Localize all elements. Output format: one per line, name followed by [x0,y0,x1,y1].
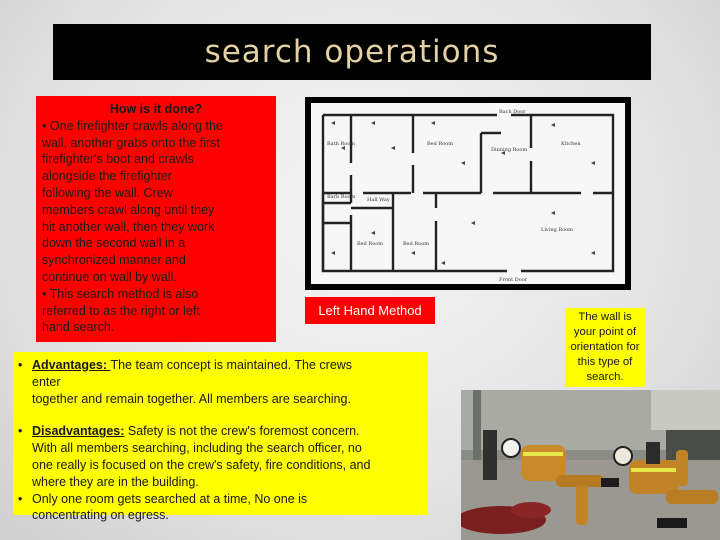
one-room-line: concentrating on egress. [32,508,169,523]
how-line: members crawl along until they [42,202,215,217]
plan-label: Bath Room [327,141,356,147]
plan-label: Bed Room [403,241,429,247]
how-line: referred to as the right or left [42,303,200,318]
how-line: • This search method is also [42,286,199,301]
how-heading: How is it done? [109,102,203,116]
plan-label: Front Door [499,277,528,283]
disadvantages-item [18,423,420,440]
how-line: synchronized manner and [42,253,186,268]
one-room-text: Only one room gets searched at a time, No one is [32,491,308,506]
how-line: • One firefighter crawls along the [42,118,223,133]
advantages-item [18,357,420,374]
disadvantages-line: With all members searching, including the search officer, no [32,441,362,456]
plan-label: Dinning Room [491,147,528,153]
disadvantages-text: Safety is not the crew's foremost concern. [124,424,360,439]
bullet: • [18,491,23,506]
method-caption [305,297,435,324]
how-line: following the wall. Crew [42,185,173,200]
how-line: hit another wall, then they work [42,219,215,234]
how-line: wall, another grabs onto the first [42,135,220,150]
floor-plan-image [305,97,631,290]
disadvantages-line: where they are in the building. [32,474,199,489]
plan-label: Hall Way [367,197,390,203]
bullet: • [18,424,23,439]
advantages-line: together and remain together. All members are searching. [32,391,351,406]
how-line: hand search. [42,320,115,335]
pros-cons-panel [13,352,428,523]
slide-title-bar [53,24,651,80]
advantages-line: enter [32,374,61,389]
note-line: your point of [573,326,637,338]
how-is-it-done-panel [36,96,276,342]
how-line: alongside the firefighter [42,169,172,184]
note-line: orientation for [570,341,640,353]
one-room-item [18,491,420,508]
note-line: The wall is [578,311,632,323]
plan-label: Barb Room [327,194,356,200]
plan-label: Bed Room [357,241,383,247]
disadvantages-label: Disadvantages: [32,424,125,439]
how-line: firefighter's boot and crawls [42,152,194,167]
plan-label: Kitchen [561,141,581,147]
plan-label: Back Door [499,109,526,115]
slide-title: search operations [204,34,500,70]
plan-label: Bed Room [427,141,453,147]
bullet: • [18,358,23,372]
orientation-note [565,308,645,387]
disadvantages-line: one really is focused on the crew's safety, fire conditions, and [32,457,371,472]
plan-label: Living Room [541,227,573,233]
floor-plan-diagram [311,103,625,284]
how-line: continue on wall by wall. [42,269,177,284]
firefighters-photo-illustration [461,390,720,540]
firefighters-training-photo [461,390,720,540]
method-caption-text: Left Hand Method [318,303,422,318]
advantages-text: The team concept is maintained. The crews [110,358,353,372]
advantages-label: Advantages: [32,358,111,372]
note-line: search. [586,371,624,383]
how-line: down the second wall in a [42,236,186,251]
note-line: this type of [577,356,633,368]
